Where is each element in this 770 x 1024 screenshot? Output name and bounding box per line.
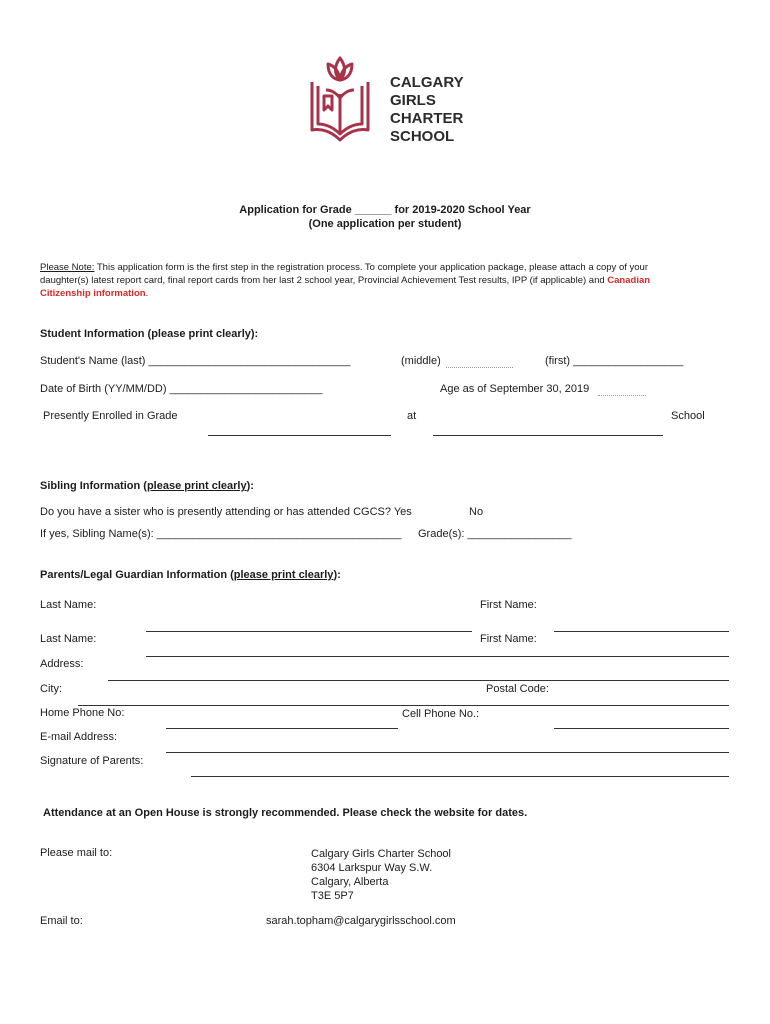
mail-address-line: Calgary, Alberta <box>311 876 389 888</box>
form-subtitle: (One application per student) <box>308 218 462 230</box>
enrolled-grade-field[interactable] <box>208 435 391 436</box>
home-phone-label: Home Phone No: <box>40 707 125 719</box>
student-heading: Student Information (please print clearly): <box>40 328 259 340</box>
note-highlight-b: Citizenship information <box>40 288 146 299</box>
home-phone-field[interactable] <box>166 728 398 729</box>
student-middle-field[interactable] <box>446 367 513 368</box>
logo-line: SCHOOL <box>390 128 455 145</box>
email-to-address[interactable]: sarah.topham@calgarygirlsschool.com <box>266 915 456 927</box>
enrolled-at-label: at <box>407 410 417 422</box>
open-house-notice: Attendance at an Open House is strongly recommended. Please check the website for dates. <box>43 807 528 819</box>
email-to-label: Email to: <box>40 915 83 927</box>
student-last-name-field[interactable]: Student's Name (last) _________________________________ <box>40 355 351 367</box>
sibling-grades-field[interactable]: Grade(s): _________________ <box>418 528 572 540</box>
email-field[interactable] <box>166 752 729 753</box>
city-label: City: <box>40 683 62 695</box>
mail-address-line: T3E 5P7 <box>311 890 354 902</box>
form-title: Application for Grade ______ for 2019-2020 School Year <box>239 204 531 216</box>
note-end: . <box>145 288 149 299</box>
sibling-question: Do you have a sister who is presently attending or has attended CGCS? Yes <box>40 506 412 518</box>
mail-label: Please mail to: <box>40 847 113 859</box>
logo-line: CALGARY <box>390 74 464 91</box>
sibling-names-field[interactable]: If yes, Sibling Name(s): ________________________________________ <box>40 528 402 540</box>
address-label: Address: <box>40 658 84 670</box>
note-text-2: daughter(s) latest report card, final report cards from her last 2 school year, Provincial Achievement Test results, IPP (if applicable) and <box>40 275 608 286</box>
signature-field[interactable] <box>191 776 729 777</box>
signature-label: Signature of Parents: <box>40 755 144 767</box>
address-field[interactable] <box>108 680 729 681</box>
cell-phone-label: Cell Phone No.: <box>402 708 480 720</box>
age-field[interactable] <box>598 395 646 396</box>
student-middle-label: (middle) <box>401 355 441 367</box>
parent-first-name-field-1[interactable] <box>554 631 729 632</box>
parent-last-name-label-1: Last Name: <box>40 599 97 611</box>
email-label: E-mail Address: <box>40 731 118 743</box>
enrolled-grade-label: Presently Enrolled in Grade <box>43 410 178 422</box>
logo-line: CHARTER <box>390 110 464 127</box>
note-label: Please Note: <box>40 262 95 273</box>
logo-text <box>390 74 464 146</box>
date-of-birth-field[interactable]: Date of Birth (YY/MM/DD) _________________________ <box>40 383 323 395</box>
student-first-name-field[interactable]: (first) __________________ <box>545 355 684 367</box>
parent-last-name-label-2: Last Name: <box>40 633 97 645</box>
note-highlight-a: Canadian <box>607 275 651 286</box>
mail-address <box>311 847 451 903</box>
enrolled-school-field[interactable] <box>433 435 663 436</box>
mail-address-line: 6304 Larkspur Way S.W. <box>311 862 433 874</box>
parent-last-name-field-2[interactable] <box>146 656 729 657</box>
sibling-no-option[interactable]: No <box>469 506 484 518</box>
parent-first-name-label-1: First Name: <box>480 599 537 611</box>
logo-line: GIRLS <box>390 92 436 109</box>
note-paragraph <box>40 261 650 300</box>
book-lotus-icon <box>306 52 374 152</box>
enrolled-school-label: School <box>671 410 705 422</box>
cell-phone-field[interactable] <box>554 728 729 729</box>
postal-code-label: Postal Code: <box>486 683 549 695</box>
note-text-1: This application form is the first step in the registration process. To complete your application package, please attach a copy of your <box>94 262 648 273</box>
school-logo <box>306 52 476 152</box>
city-field[interactable] <box>78 705 729 706</box>
age-label: Age as of September 30, 2019 <box>440 383 590 395</box>
parent-first-name-label-2: First Name: <box>480 633 537 645</box>
parent-last-name-field-1[interactable] <box>146 631 472 632</box>
parents-heading: Parents/Legal Guardian Information (please print clearly): <box>40 569 341 581</box>
sibling-heading: Sibling Information (please print clearly): <box>40 480 254 492</box>
mail-address-line: Calgary Girls Charter School <box>311 848 451 860</box>
